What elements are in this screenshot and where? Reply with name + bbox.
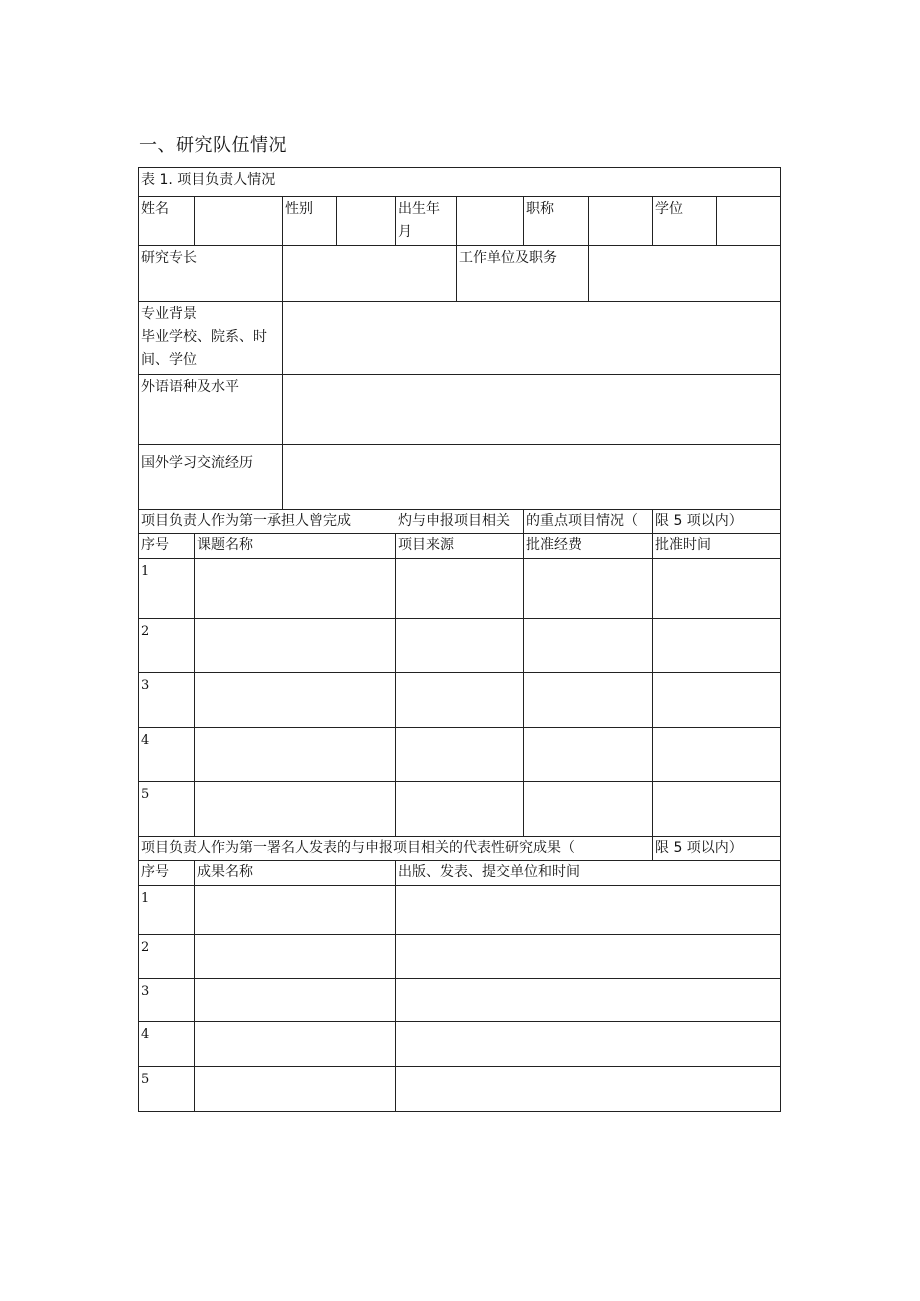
projects-row-date[interactable] bbox=[653, 559, 781, 619]
results-caption-1: 项目负责人作为第一署名人发表的与申报项目相关的代表性研究成果（ bbox=[139, 837, 653, 861]
projects-row-funding[interactable] bbox=[524, 782, 653, 837]
language-value[interactable] bbox=[283, 375, 781, 445]
projects-row-index: 1 bbox=[139, 559, 195, 619]
projects-row-funding[interactable] bbox=[524, 559, 653, 619]
results-header-publisher: 出版、发表、提交单位和时间 bbox=[396, 861, 781, 886]
workplace-value[interactable] bbox=[589, 246, 781, 302]
projects-caption-4: 限 5 项以内） bbox=[653, 510, 781, 534]
results-row-publisher[interactable] bbox=[396, 1067, 781, 1112]
results-row-name[interactable] bbox=[195, 935, 396, 979]
birth-label: 出生年 月 bbox=[396, 197, 457, 246]
projects-header-date: 批准时间 bbox=[653, 534, 781, 559]
projects-row-index: 5 bbox=[139, 782, 195, 837]
results-row-publisher[interactable] bbox=[396, 886, 781, 935]
results-row-publisher[interactable] bbox=[396, 935, 781, 979]
section-title: 一、研究队伍情况 bbox=[139, 135, 287, 156]
projects-row-date[interactable] bbox=[653, 782, 781, 837]
projects-row-source[interactable] bbox=[396, 559, 524, 619]
results-row-name[interactable] bbox=[195, 886, 396, 935]
birth-value[interactable] bbox=[457, 197, 524, 246]
projects-caption-1: 项目负责人作为第一承担人曾完成 bbox=[139, 510, 396, 534]
projects-row-index: 3 bbox=[139, 673, 195, 728]
projects-header-funding: 批准经费 bbox=[524, 534, 653, 559]
gender-value[interactable] bbox=[337, 197, 396, 246]
projects-header-name: 课题名称 bbox=[195, 534, 396, 559]
projects-row-name[interactable] bbox=[195, 728, 396, 782]
results-row-index: 4 bbox=[139, 1022, 195, 1067]
background-value[interactable] bbox=[283, 302, 781, 375]
title-label: 职称 bbox=[524, 197, 589, 246]
projects-row-index: 2 bbox=[139, 619, 195, 673]
projects-row-name[interactable] bbox=[195, 559, 396, 619]
projects-header-index: 序号 bbox=[139, 534, 195, 559]
projects-row-source[interactable] bbox=[396, 673, 524, 728]
results-header-name: 成果名称 bbox=[195, 861, 396, 886]
projects-row-source[interactable] bbox=[396, 728, 524, 782]
projects-caption-3: 的重点项目情况（ bbox=[524, 510, 653, 534]
results-row-index: 1 bbox=[139, 886, 195, 935]
results-row-index: 3 bbox=[139, 979, 195, 1022]
projects-row-funding[interactable] bbox=[524, 619, 653, 673]
degree-value[interactable] bbox=[717, 197, 781, 246]
projects-row-name[interactable] bbox=[195, 782, 396, 837]
projects-row-source[interactable] bbox=[396, 619, 524, 673]
table1-title: 表 1. 项目负责人情况 bbox=[139, 168, 781, 197]
name-label: 姓名 bbox=[139, 197, 195, 246]
name-value[interactable] bbox=[195, 197, 283, 246]
projects-row-funding[interactable] bbox=[524, 728, 653, 782]
results-row-index: 5 bbox=[139, 1067, 195, 1112]
background-label: 专业背景 毕业学校、院系、时 间、学位 bbox=[139, 302, 283, 375]
abroad-label: 国外学习交流经历 bbox=[139, 445, 283, 510]
title-value[interactable] bbox=[589, 197, 653, 246]
team-info-table bbox=[138, 167, 781, 1112]
results-header-index: 序号 bbox=[139, 861, 195, 886]
results-row-index: 2 bbox=[139, 935, 195, 979]
results-row-name[interactable] bbox=[195, 1067, 396, 1112]
projects-row-source[interactable] bbox=[396, 782, 524, 837]
projects-row-date[interactable] bbox=[653, 728, 781, 782]
projects-row-date[interactable] bbox=[653, 673, 781, 728]
projects-row-date[interactable] bbox=[653, 619, 781, 673]
projects-header-source: 项目来源 bbox=[396, 534, 524, 559]
results-row-name[interactable] bbox=[195, 979, 396, 1022]
workplace-label: 工作单位及职务 bbox=[457, 246, 589, 302]
results-row-publisher[interactable] bbox=[396, 1022, 781, 1067]
projects-row-name[interactable] bbox=[195, 673, 396, 728]
projects-row-name[interactable] bbox=[195, 619, 396, 673]
gender-label: 性别 bbox=[283, 197, 337, 246]
results-row-name[interactable] bbox=[195, 1022, 396, 1067]
abroad-value[interactable] bbox=[283, 445, 781, 510]
degree-label: 学位 bbox=[653, 197, 717, 246]
expertise-value[interactable] bbox=[283, 246, 457, 302]
expertise-label: 研究专长 bbox=[139, 246, 283, 302]
results-row-publisher[interactable] bbox=[396, 979, 781, 1022]
results-caption-2: 限 5 项以内） bbox=[653, 837, 781, 861]
projects-caption-2: 灼与申报项目相关 bbox=[396, 510, 524, 534]
projects-row-funding[interactable] bbox=[524, 673, 653, 728]
language-label: 外语语种及水平 bbox=[139, 375, 283, 445]
projects-row-index: 4 bbox=[139, 728, 195, 782]
